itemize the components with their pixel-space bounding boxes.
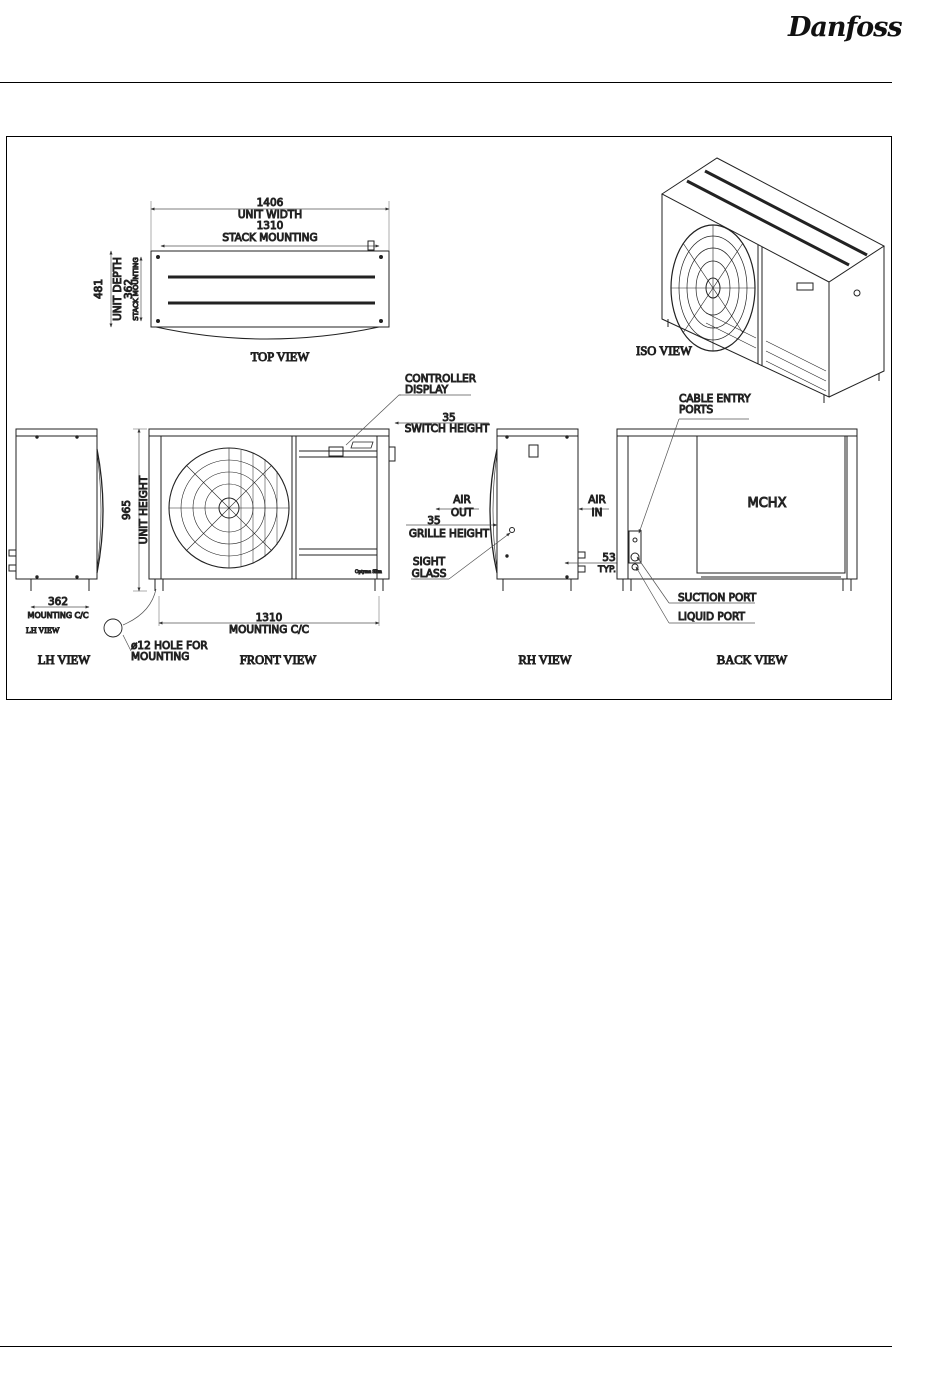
unit-height-value: 965 bbox=[121, 499, 133, 521]
stack-mounting-label: STACK MOUNTING bbox=[222, 232, 318, 244]
stack-mounting-value: 1310 bbox=[256, 220, 284, 232]
unit-width-value: 1406 bbox=[256, 197, 284, 209]
header-rule bbox=[0, 82, 892, 83]
technical-drawing bbox=[7, 137, 891, 699]
switch-height-label: SWITCH HEIGHT bbox=[404, 423, 490, 435]
drawing-frame bbox=[6, 136, 892, 700]
sight-glass-label-2: GLASS bbox=[411, 568, 447, 580]
grille-height-value: 35 bbox=[427, 515, 441, 527]
air-out-label-2: OUT bbox=[450, 507, 474, 519]
hole-label-1: ø12 HOLE FOR bbox=[131, 640, 208, 652]
air-in-label-1: AIR bbox=[588, 494, 606, 506]
unit-depth-label: UNIT DEPTH bbox=[112, 257, 124, 321]
controller-label-2: DISPLAY bbox=[405, 384, 449, 396]
iso-view bbox=[662, 158, 884, 403]
typ-value: 53 bbox=[602, 552, 616, 564]
grille-height-label: GRILLE HEIGHT bbox=[408, 528, 490, 540]
air-in-label-2: IN bbox=[591, 507, 603, 519]
mounting-cc-label: MOUNTING C/C bbox=[229, 624, 309, 636]
lh-view-title: LH VIEW bbox=[37, 653, 91, 667]
front-view-title: FRONT VIEW bbox=[239, 653, 317, 667]
sight-glass-label-1: SIGHT bbox=[412, 556, 446, 568]
stack-depth-value: 362 bbox=[123, 278, 135, 300]
footer-rule bbox=[0, 1346, 892, 1347]
stack-depth-label: STACK MOUNTING bbox=[132, 257, 140, 321]
brand-logo-text: Danfoss bbox=[788, 12, 902, 43]
switch-height-value: 35 bbox=[442, 412, 456, 424]
unit-height-label: UNIT HEIGHT bbox=[138, 475, 150, 545]
lh-mounting-value: 362 bbox=[47, 596, 69, 608]
unit-width-label: UNIT WIDTH bbox=[237, 209, 303, 221]
unit-depth-value: 481 bbox=[93, 278, 105, 300]
rh-view-title: RH VIEW bbox=[518, 653, 572, 667]
lh-view bbox=[9, 429, 103, 607]
lh-mounting-label: MOUNTING C/C bbox=[27, 611, 89, 620]
danfoss-logo bbox=[788, 8, 902, 48]
cable-entry-label-1: CABLE ENTRY bbox=[679, 393, 751, 405]
mounting-cc-value: 1310 bbox=[255, 612, 283, 624]
air-out-label-1: AIR bbox=[453, 494, 471, 506]
mchx-label: MCHX bbox=[747, 496, 787, 511]
nameplate-text: Optyma Slim bbox=[355, 570, 382, 575]
lh-view-small-label: LH VIEW bbox=[26, 626, 60, 635]
cable-entry-label-2: PORTS bbox=[679, 404, 714, 416]
top-view-title: TOP VIEW bbox=[250, 350, 310, 364]
iso-view-title: ISO VIEW bbox=[636, 344, 692, 358]
typ-label: TYP. bbox=[598, 565, 616, 575]
controller-label-1: CONTROLLER bbox=[405, 373, 477, 385]
suction-port-label: SUCTION PORT bbox=[678, 592, 757, 604]
back-view-title: BACK VIEW bbox=[716, 653, 788, 667]
hole-label-2: MOUNTING bbox=[131, 651, 190, 663]
top-view bbox=[111, 201, 389, 339]
liquid-port-label: LIQUID PORT bbox=[678, 611, 745, 623]
